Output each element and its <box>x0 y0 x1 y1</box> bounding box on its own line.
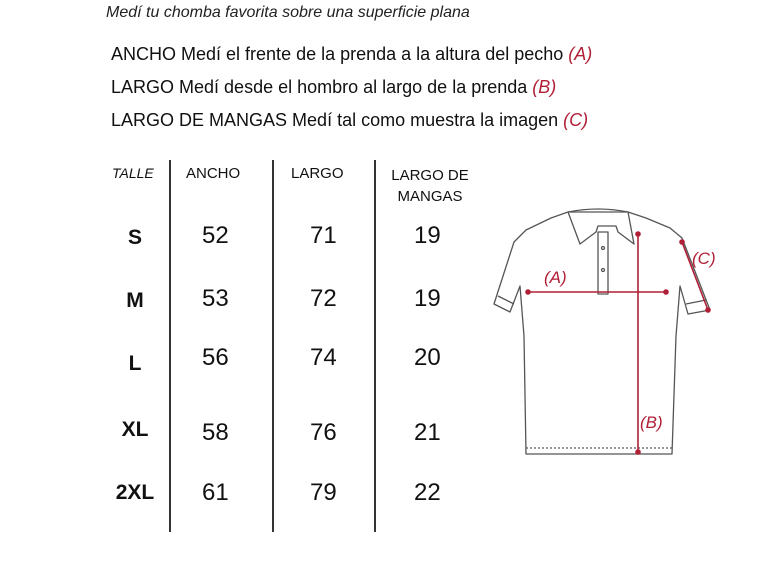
column-divider <box>374 160 376 532</box>
label-c: (C) <box>692 249 716 268</box>
column-divider <box>169 160 171 532</box>
instruction-largo <box>111 77 556 98</box>
ancho-cell: 53 <box>202 285 229 312</box>
shirt-collar <box>568 212 634 244</box>
largo-cell: 79 <box>310 479 337 506</box>
largo-cell: 76 <box>310 419 337 446</box>
instruction-tag: (C) <box>563 110 589 130</box>
largo-cell: 74 <box>310 344 337 371</box>
shirt-placket <box>598 232 608 294</box>
intro-word: chomba <box>163 4 221 21</box>
size-cell: XL <box>121 418 149 441</box>
mangas-cell: 20 <box>414 344 441 371</box>
instruction-tag: (A) <box>568 44 593 64</box>
shirt-sleeve-cuff-left <box>498 296 514 304</box>
column-divider <box>272 160 274 532</box>
header-largo-mangas <box>382 165 478 207</box>
mangas-cell: 19 <box>414 222 441 249</box>
polo-shirt-diagram <box>486 204 726 464</box>
size-cell: S <box>127 226 142 249</box>
size-cell: 2XL <box>115 481 155 504</box>
shirt-sleeve-cuff-right <box>686 300 706 304</box>
header-size: TALLE <box>112 165 154 181</box>
ancho-cell: 58 <box>202 419 229 446</box>
largo-cell: 71 <box>310 222 337 249</box>
measure-dot-c-start <box>680 240 684 244</box>
header-mangas-line2: MANGAS <box>397 188 463 205</box>
instruction-largo-mangas <box>111 110 588 131</box>
instruction-text: Medí desde el hombro al largo de la prenda <box>174 77 533 97</box>
instruction-key: LARGO <box>111 77 175 97</box>
label-a: (A) <box>544 268 567 287</box>
instruction-key: ANCHO <box>111 44 177 64</box>
measure-dot-a-end <box>664 290 668 294</box>
instruction-text: Medí el frente de la prenda a la altura del pecho <box>176 44 569 64</box>
header-largo: LARGO <box>291 165 344 182</box>
measure-dot-c-end <box>706 308 710 312</box>
instruction-tag: (B) <box>532 77 557 97</box>
shirt-button <box>602 247 605 250</box>
header-mangas-line1: LARGO DE <box>391 167 469 184</box>
measure-dot-b-end <box>636 450 640 454</box>
measure-dot-a-start <box>526 290 530 294</box>
size-cell: L <box>128 352 142 375</box>
header-ancho: ANCHO <box>186 165 241 182</box>
intro-text <box>106 4 470 22</box>
ancho-cell: 52 <box>202 222 229 249</box>
size-cell: M <box>126 289 144 312</box>
instruction-key: LARGO DE MANGAS <box>111 110 288 130</box>
intro-lead: Medí tu <box>106 4 164 21</box>
ancho-cell: 61 <box>202 479 229 506</box>
instruction-text: Medí tal como muestra la imagen <box>287 110 564 130</box>
measure-dot-b-start <box>636 232 640 236</box>
intro-tail: favorita sobre una superficie plana <box>220 4 470 21</box>
mangas-cell: 22 <box>414 479 441 506</box>
shirt-button <box>602 269 605 272</box>
instruction-ancho <box>111 44 592 65</box>
mangas-cell: 21 <box>414 419 441 446</box>
mangas-cell: 19 <box>414 285 441 312</box>
ancho-cell: 56 <box>202 344 229 371</box>
largo-cell: 72 <box>310 285 337 312</box>
label-b: (B) <box>640 413 663 432</box>
